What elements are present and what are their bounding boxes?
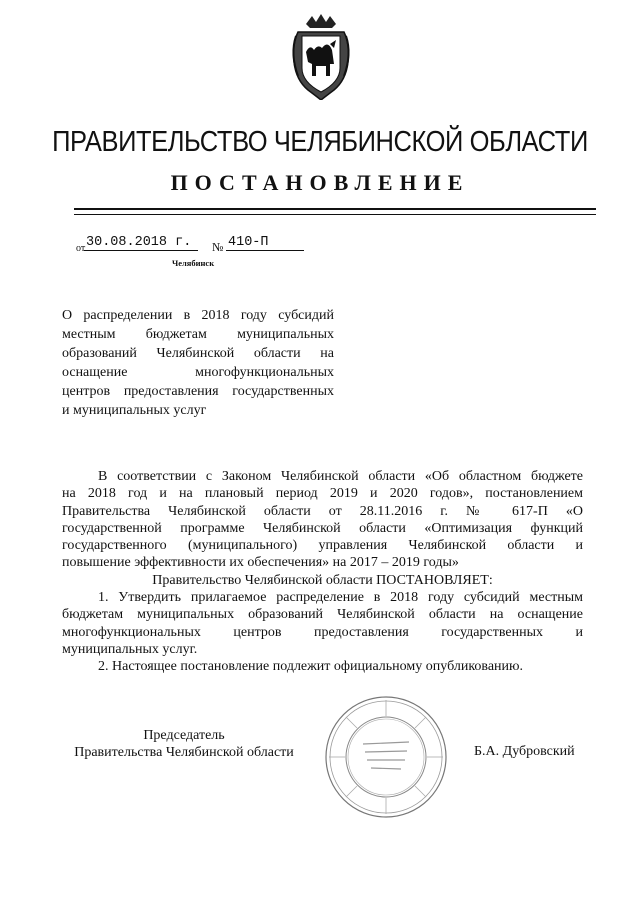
document-type: ПОСТАНОВЛЕНИЕ (170, 170, 470, 195)
body-line: государственного (муниципального) управления Челябинской области и (62, 538, 583, 554)
signatory-role-line: Правительства Челябинской области (74, 745, 294, 760)
signatory-role (62, 727, 306, 761)
document-date: 30.08.2018 г. (84, 235, 198, 251)
header-rule-thin (74, 214, 596, 215)
official-seal-icon (323, 694, 449, 820)
number-sign: № (212, 240, 224, 254)
body-line: 1. Утвердить прилагаемое распределение в 2018 году субсидий местным (98, 590, 583, 606)
subject-line: и муниципальных услуг (62, 403, 207, 418)
body-line: на 2018 год и на плановый период 2019 и 2020 годов», постановлением (62, 486, 583, 502)
subject-line: местным бюджетам муниципальных (62, 327, 334, 342)
body-line: В соответствии с Законом Челябинской области «Об областном бюджете (98, 469, 583, 484)
resolution-line: Правительство Челябинской области ПОСТАНОВЛЯЕТ: (152, 572, 493, 588)
subject-line: центров предоставления государственных (62, 384, 334, 399)
coat-of-arms-icon (288, 14, 354, 100)
document-city: Челябинск (172, 258, 215, 268)
signatory-role-line: Председатель (143, 728, 225, 743)
document-number: 410-П (226, 235, 304, 251)
government-title: ПРАВИТЕЛЬСТВО ЧЕЛЯБИНСКОЙ ОБЛАСТИ (52, 126, 588, 158)
header-rule (74, 208, 596, 210)
body-line: государственной программе Челябинской области «Оптимизация функций (62, 520, 583, 536)
body-line: бюджетам муниципальных образований Челябинской области на оснащение (62, 607, 583, 623)
document-body (62, 468, 583, 676)
body-line: многофункциональных центров предоставления государственных и (62, 624, 583, 640)
body-line: муниципальных услуг. (62, 641, 198, 657)
subject-line: образований Челябинской области на (62, 346, 334, 361)
subject-line: О распределении в 2018 году субсидий (62, 308, 334, 323)
document-subject (62, 306, 334, 420)
body-line: Правительства Челябинской области от 28.11.2016 г. № 617-П «О (62, 503, 583, 519)
date-prefix: от (76, 243, 86, 254)
body-line: 2. Настоящее постановление подлежит официальному опубликованию. (98, 659, 523, 675)
body-line: повышение эффективности их обеспечения» на 2017 – 2019 годы» (62, 555, 459, 571)
signatory-name: Б.А. Дубровский (474, 744, 575, 759)
subject-line: оснащение многофункциональных (62, 365, 334, 380)
